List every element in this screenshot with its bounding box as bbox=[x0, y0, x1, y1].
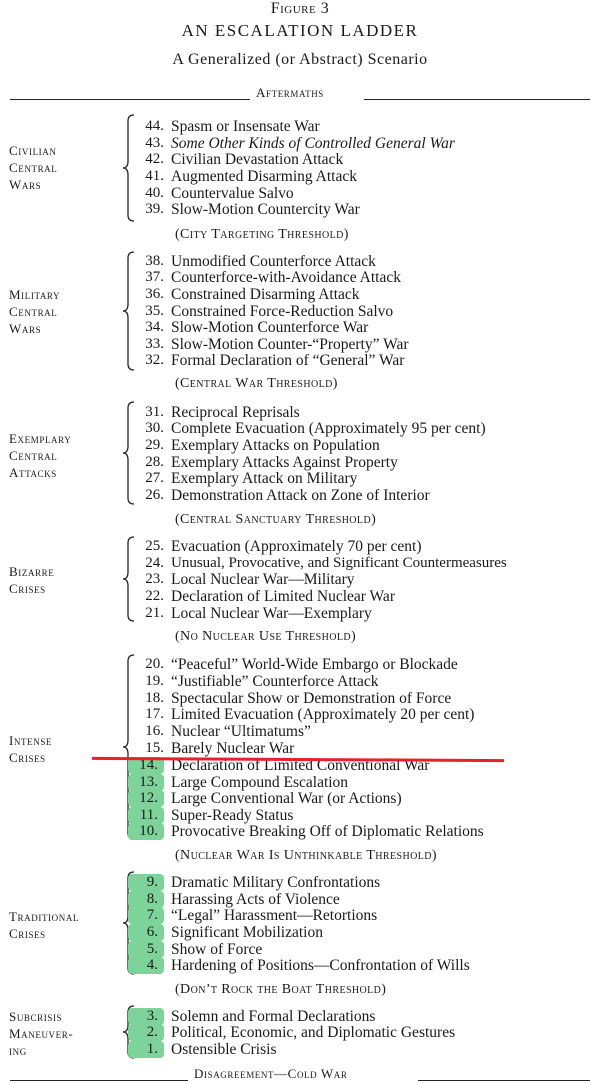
step-text: Constrained Force-Reduction Salvo bbox=[171, 302, 394, 320]
ladder-step-5 bbox=[122, 941, 600, 958]
step-text: Hardening of Positions—Confrontation of Wills bbox=[171, 956, 470, 974]
step-number: 24. bbox=[145, 555, 164, 571]
page-title: AN ESCALATION LADDER bbox=[181, 21, 419, 40]
ladder-step-13 bbox=[122, 774, 600, 791]
threshold-nuclear-war-unthinkable: (Nuclear War Is Unthinkable Threshold) bbox=[175, 848, 437, 863]
step-text: Spasm or Insensate War bbox=[171, 117, 320, 135]
ladder-step-2 bbox=[122, 1024, 600, 1041]
ladder-step-32 bbox=[122, 352, 600, 369]
step-text: Slow-Motion Counterforce War bbox=[171, 318, 369, 336]
step-text: Significant Mobilization bbox=[171, 923, 323, 941]
ladder-step-1 bbox=[122, 1041, 600, 1058]
ladder-step-3 bbox=[122, 1008, 600, 1025]
step-number: 25. bbox=[145, 538, 164, 554]
step-number-highlighted: 5. bbox=[128, 941, 164, 958]
threshold-central-war: (Central War Threshold) bbox=[175, 376, 338, 391]
step-text: Evacuation (Approximately 70 per cent) bbox=[171, 537, 422, 555]
ladder-step-10 bbox=[122, 823, 600, 840]
ladder-step-44 bbox=[122, 118, 600, 135]
ladder-step-21 bbox=[122, 605, 600, 622]
ladder-step-26 bbox=[122, 487, 600, 504]
step-number: 35. bbox=[145, 303, 164, 319]
step-text: Exemplary Attacks Against Property bbox=[171, 453, 398, 471]
step-text: Large Conventional War (or Actions) bbox=[171, 789, 402, 807]
group-label-military-central-wars: Military Central Wars bbox=[9, 287, 61, 336]
ladder-step-6 bbox=[122, 924, 600, 941]
group-label-traditional-crises: Traditional Crises bbox=[9, 909, 80, 941]
ladder-step-11 bbox=[122, 807, 600, 824]
ladder-step-22 bbox=[122, 588, 600, 605]
ladder-step-16 bbox=[122, 723, 600, 740]
step-text: Political, Economic, and Diplomatic Gestures bbox=[171, 1023, 456, 1041]
step-number: 36. bbox=[145, 286, 164, 302]
step-text: Complete Evacuation (Approximately 95 per cent) bbox=[171, 419, 486, 437]
step-number: 39. bbox=[145, 201, 164, 217]
threshold-central-sanctuary: (Central Sanctuary Threshold) bbox=[175, 512, 377, 527]
step-number: 44. bbox=[145, 118, 164, 134]
step-number: 43. bbox=[145, 135, 164, 151]
step-text: Declaration of Limited Nuclear War bbox=[171, 587, 395, 605]
figure-number: Figure 3 bbox=[270, 0, 330, 17]
step-number-highlighted: 1. bbox=[128, 1041, 164, 1058]
step-number-highlighted: 4. bbox=[128, 957, 164, 974]
ladder-step-24 bbox=[122, 555, 600, 572]
top-divider-right bbox=[364, 99, 590, 100]
step-text: Provocative Breaking Off of Diplomatic Relations bbox=[171, 822, 484, 840]
ladder-step-42 bbox=[122, 151, 600, 168]
step-text: Barely Nuclear War bbox=[171, 739, 295, 757]
ladder-step-9 bbox=[122, 874, 600, 891]
group-label-subcrisis-maneuvering: Subcrisis Maneuver- ing bbox=[9, 1009, 74, 1058]
ladder-step-8 bbox=[122, 891, 600, 908]
bottom-divider-right bbox=[418, 1080, 590, 1081]
step-number: 20. bbox=[145, 656, 164, 672]
top-divider-left bbox=[10, 99, 250, 100]
step-number: 34. bbox=[145, 319, 164, 335]
ladder-step-34 bbox=[122, 319, 600, 336]
ladder-step-23 bbox=[122, 571, 600, 588]
ladder-step-25 bbox=[122, 538, 600, 555]
step-number: 38. bbox=[145, 253, 164, 269]
group-label-intense-crises: Intense Crises bbox=[9, 733, 53, 765]
step-text: Declaration of Limited Conventional War bbox=[171, 756, 430, 774]
page-subtitle: A Generalized (or Abstract) Scenario bbox=[172, 51, 428, 68]
step-text: Counterforce-with-Avoidance Attack bbox=[171, 268, 401, 286]
step-number: 17. bbox=[145, 706, 164, 722]
step-number: 31. bbox=[145, 404, 164, 420]
step-number: 32. bbox=[145, 352, 164, 368]
ladder-step-37 bbox=[122, 269, 600, 286]
ladder-step-17 bbox=[122, 706, 600, 723]
step-number-highlighted: 13. bbox=[128, 774, 164, 791]
group-label-bizarre-crises: Bizarre Crises bbox=[9, 564, 55, 596]
step-number-highlighted: 12. bbox=[128, 790, 164, 807]
step-number-highlighted: 14. bbox=[128, 757, 164, 774]
step-text: Unmodified Counterforce Attack bbox=[171, 252, 376, 270]
step-number: 29. bbox=[145, 437, 164, 453]
ladder-step-38 bbox=[122, 253, 600, 270]
group-label-civilian-central-wars: Civilian Central Wars bbox=[9, 143, 58, 192]
step-text: Local Nuclear War—Military bbox=[171, 570, 355, 588]
step-text: Demonstration Attack on Zone of Interior bbox=[171, 486, 430, 504]
step-number-highlighted: 3. bbox=[128, 1008, 164, 1025]
step-text: Show of Force bbox=[171, 940, 263, 958]
ladder-step-31 bbox=[122, 404, 600, 421]
ladder-step-15 bbox=[122, 740, 600, 757]
step-text: Limited Evacuation (Approximately 20 per cent) bbox=[171, 705, 475, 723]
step-text: Exemplary Attack on Military bbox=[171, 469, 358, 487]
step-text: Solemn and Formal Declarations bbox=[171, 1007, 376, 1025]
step-text: Slow-Motion Counter-“Property” War bbox=[171, 335, 409, 353]
step-number-highlighted: 7. bbox=[128, 907, 164, 924]
ladder-step-7 bbox=[122, 907, 600, 924]
ladder-step-28 bbox=[122, 454, 600, 471]
step-text: Countervalue Salvo bbox=[171, 184, 294, 202]
ladder-step-19 bbox=[122, 673, 600, 690]
threshold-no-nuclear-use: (No Nuclear Use Threshold) bbox=[175, 629, 357, 644]
step-text: Unusual, Provocative, and Significant Countermeasures bbox=[171, 555, 507, 571]
step-text: Local Nuclear War—Exemplary bbox=[171, 604, 372, 622]
step-text: Civilian Devastation Attack bbox=[171, 150, 344, 168]
step-number: 18. bbox=[145, 690, 164, 706]
step-number: 15. bbox=[145, 740, 164, 756]
step-text: Nuclear “Ultimatums” bbox=[171, 722, 311, 740]
ladder-step-30 bbox=[122, 420, 600, 437]
step-number-highlighted: 9. bbox=[128, 874, 164, 891]
step-number: 16. bbox=[145, 723, 164, 739]
step-number: 30. bbox=[145, 420, 164, 436]
ladder-step-27 bbox=[122, 470, 600, 487]
step-text: “Peaceful” World-Wide Embargo or Blockade bbox=[171, 655, 458, 673]
ladder-step-39 bbox=[122, 201, 600, 218]
top-divider-label: Aftermaths bbox=[256, 85, 324, 100]
step-text: Slow-Motion Countercity War bbox=[171, 200, 360, 218]
step-number: 21. bbox=[145, 605, 164, 621]
step-number: 33. bbox=[145, 336, 164, 352]
step-text: Formal Declaration of “General” War bbox=[171, 351, 405, 369]
step-number: 27. bbox=[145, 470, 164, 486]
step-number-highlighted: 10. bbox=[128, 823, 164, 840]
step-text: Some Other Kinds of Controlled General War bbox=[171, 134, 455, 152]
step-text: Harassing Acts of Violence bbox=[171, 890, 340, 908]
ladder-step-12 bbox=[122, 790, 600, 807]
step-text: Super-Ready Status bbox=[171, 806, 294, 824]
ladder-step-36 bbox=[122, 286, 600, 303]
step-number: 40. bbox=[145, 185, 164, 201]
bottom-divider-label: Disagreement—Cold War bbox=[194, 1066, 348, 1081]
ladder-step-18 bbox=[122, 690, 600, 707]
step-number: 22. bbox=[145, 588, 164, 604]
step-number-highlighted: 2. bbox=[128, 1024, 164, 1041]
step-text: “Justifiable” Counterforce Attack bbox=[171, 672, 379, 690]
step-text: “Legal” Harassment—Retortions bbox=[171, 906, 378, 924]
threshold-city-targeting: (City Targeting Threshold) bbox=[175, 227, 349, 242]
ladder-step-35 bbox=[122, 303, 600, 320]
step-text: Exemplary Attacks on Population bbox=[171, 436, 380, 454]
step-number-highlighted: 6. bbox=[128, 924, 164, 941]
step-text: Ostensible Crisis bbox=[171, 1040, 277, 1058]
step-number: 19. bbox=[145, 673, 164, 689]
threshold-dont-rock-the-boat: (Don’t Rock the Boat Threshold) bbox=[175, 982, 387, 997]
bottom-divider-left bbox=[10, 1080, 188, 1081]
step-number-highlighted: 8. bbox=[128, 891, 164, 908]
step-text: Dramatic Military Confrontations bbox=[171, 873, 381, 891]
step-number: 37. bbox=[145, 269, 164, 285]
ladder-step-33 bbox=[122, 336, 600, 353]
ladder-step-41 bbox=[122, 168, 600, 185]
step-number-highlighted: 11. bbox=[128, 807, 164, 824]
ladder-step-43 bbox=[122, 135, 600, 152]
ladder-step-40 bbox=[122, 185, 600, 202]
group-label-exemplary-central-attacks: Exemplary Central Attacks bbox=[9, 431, 72, 480]
step-text: Reciprocal Reprisals bbox=[171, 403, 300, 421]
step-number: 26. bbox=[145, 487, 164, 503]
step-number: 41. bbox=[145, 168, 164, 184]
step-number: 42. bbox=[145, 151, 164, 167]
step-number: 28. bbox=[145, 454, 164, 470]
step-text: Augmented Disarming Attack bbox=[171, 167, 357, 185]
step-text: Large Compound Escalation bbox=[171, 773, 349, 791]
ladder-step-4 bbox=[122, 957, 600, 974]
ladder-step-29 bbox=[122, 437, 600, 454]
step-number: 23. bbox=[145, 571, 164, 587]
step-text: Constrained Disarming Attack bbox=[171, 285, 360, 303]
step-text: Spectacular Show or Demonstration of Force bbox=[171, 689, 452, 707]
ladder-step-20 bbox=[122, 656, 600, 673]
